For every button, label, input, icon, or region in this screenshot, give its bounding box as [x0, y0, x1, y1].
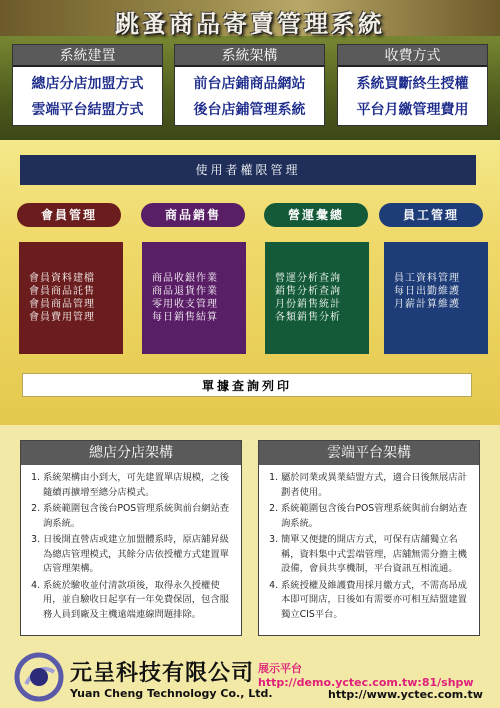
- card-headquarters: [20, 440, 242, 636]
- module-pill-staff: 員工管理: [379, 203, 483, 227]
- card-item: 3. 簡單又便捷的開店方式，可保有店舖獨立名稱，資料集中式雲端管理，店舖無需分擔主機設備，會員共享機制，平台資訊互相流通。: [281, 533, 471, 577]
- box-line: 平台月繳管理費用: [356, 102, 469, 118]
- company-name-en: Yuan Cheng Technology Co., Ltd.: [70, 687, 273, 700]
- card-item: 1. 系統架構由小到大，可先建置單店規模，之後隨續再擴增至總分店模式。: [43, 471, 233, 500]
- module-item: 員工資料管理: [394, 273, 460, 284]
- card-heading: 雲端平台架構: [259, 441, 479, 465]
- website-link[interactable]: http://www.yctec.com.tw: [328, 688, 483, 701]
- module-item: 銷售分析查詢: [275, 286, 341, 297]
- module-item: 營運分析查詢: [275, 273, 341, 284]
- module-panel-operations: [265, 242, 369, 354]
- module-item: 各類銷售分析: [275, 312, 341, 323]
- card-item: 3. 日後開直營店或建立加盟體系時，原店舖昇級為總店管理模式，其餘分店依授權方式建置單店管理架構。: [43, 533, 233, 577]
- box-heading: 系統架構: [175, 45, 324, 67]
- box-line: 系統買斷終生授權: [356, 76, 469, 92]
- module-item: 每日出勤維護: [394, 286, 460, 297]
- box-system-build: [12, 44, 163, 126]
- demo-link[interactable]: 展示平台http://demo.yctec.com.tw:81/shpw: [258, 662, 474, 689]
- module-item: 零用收支管理: [152, 299, 218, 310]
- card-item: 2. 系統範圍包含後台POS管理系統與前台網站查詢系統。: [281, 502, 471, 531]
- module-item: 會員商品管理: [29, 299, 95, 310]
- module-pill-sales: 商品銷售: [141, 203, 245, 227]
- card-item: 2. 系統範圍包含後台POS管理系統與前台網站查詢系統。: [43, 502, 233, 531]
- card-item: 4. 系統於驗收並付清款項後，取得永久授權使用，並自驗收日起享有一年免費保固，包含服務人員到廠及主機遠端連線問題排除。: [43, 579, 233, 623]
- box-pricing: [337, 44, 488, 126]
- module-item: 會員資料建檔: [29, 273, 95, 284]
- module-item: 會員費用管理: [29, 312, 95, 323]
- module-item: 每日銷售結算: [152, 312, 218, 323]
- permission-bar: 使用者權限管理: [20, 155, 476, 185]
- query-print-bar: 單據查詢列印: [22, 373, 472, 397]
- box-system-arch: [174, 44, 325, 126]
- module-panel-staff: [384, 242, 488, 354]
- yuancheng-logo-icon: [14, 652, 64, 702]
- box-line: 前台店鋪商品網站: [193, 76, 306, 92]
- module-item: 月薪計算維護: [394, 299, 460, 310]
- module-item: 商品收銀作業: [152, 273, 218, 284]
- card-item: 4. 系統授權及維護費用採月繳方式，不需高昂成本即可開店，日後如有需要亦可相互結盟建置獨立CIS平台。: [281, 579, 471, 623]
- module-panel-sales: [142, 242, 246, 354]
- module-item: 商品退貨作業: [152, 286, 218, 297]
- module-item: 月份銷售統計: [275, 299, 341, 310]
- box-heading: 系統建置: [13, 45, 162, 67]
- card-heading: 總店分店架構: [21, 441, 241, 465]
- page-title: 跳蚤商品寄賣管理系統: [115, 9, 385, 38]
- box-heading: 收費方式: [338, 45, 487, 67]
- box-line: 雲端平台結盟方式: [31, 102, 144, 118]
- module-pill-operations: 營運彙總: [264, 203, 368, 227]
- card-cloud: [258, 440, 480, 636]
- company-name-zh: 元呈科技有限公司: [70, 661, 255, 686]
- module-pill-member: 會員管理: [17, 203, 121, 227]
- module-panel-member: [19, 242, 123, 354]
- module-item: 會員商品託售: [29, 286, 95, 297]
- box-line: 總店分店加盟方式: [31, 76, 144, 92]
- box-line: 後台店鋪管理系統: [193, 102, 306, 118]
- card-item: 1. 屬於同業或異業結盟方式，適合日後無展店計劃者使用。: [281, 471, 471, 500]
